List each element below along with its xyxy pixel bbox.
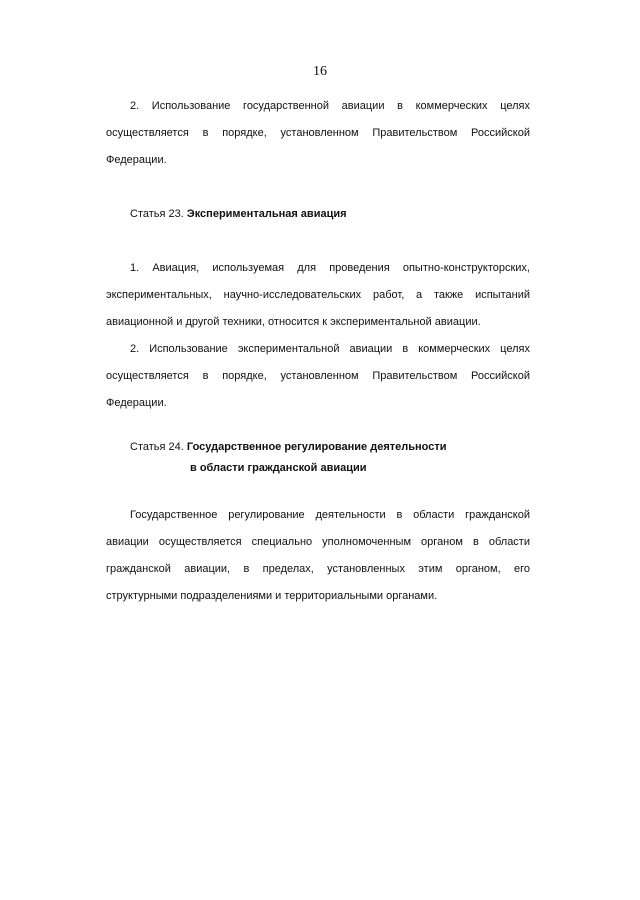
text-line: Федерации. xyxy=(106,397,167,409)
page-number: 16 xyxy=(313,64,327,79)
text-line: структурными подразделениями и территориальными органами. xyxy=(106,590,438,602)
text-line: осуществляется в порядке, установленном Правительством Российской xyxy=(106,370,530,382)
text-line: осуществляется в порядке, установленном Правительством Российской xyxy=(106,127,530,139)
text-line: гражданской авиации, в пределах, установленных этим органом, его xyxy=(106,563,530,575)
text-line: 2. Использование государственной авиации в коммерческих целях xyxy=(130,100,530,112)
article-23-heading xyxy=(130,204,550,225)
text-line: Федерации. xyxy=(106,154,167,166)
article-24-heading xyxy=(130,437,550,479)
paragraph-state-aviation-commercial xyxy=(106,93,530,174)
paragraph-experimental-aviation-commercial xyxy=(106,336,530,417)
text-line: 1. Авиация, используемая для проведения опытно-конструкторских, xyxy=(130,262,530,274)
text-line: 2. Использование экспериментальной авиации в коммерческих целях xyxy=(130,343,530,355)
text-line: экспериментальных, научно-исследовательских работ, а также испытаний xyxy=(106,289,530,301)
article-24-title-line2: в области гражданской авиации xyxy=(190,462,367,474)
article-23-title: Экспериментальная авиация xyxy=(186,208,347,220)
text-line: авиации осуществляется специально уполномоченным органом в области xyxy=(106,536,530,548)
text-line: авиационной и другой техники, относится к экспериментальной авиации. xyxy=(106,316,481,328)
text-line: Государственное регулирование деятельности в области гражданской xyxy=(130,509,530,521)
article-24-prefix: Статья 24. xyxy=(130,441,184,453)
paragraph-state-regulation xyxy=(106,502,530,610)
paragraph-experimental-aviation-definition xyxy=(106,255,530,336)
article-24-title-line1: Государственное регулирование деятельности xyxy=(186,441,447,453)
article-23-prefix: Статья 23. xyxy=(130,208,184,220)
